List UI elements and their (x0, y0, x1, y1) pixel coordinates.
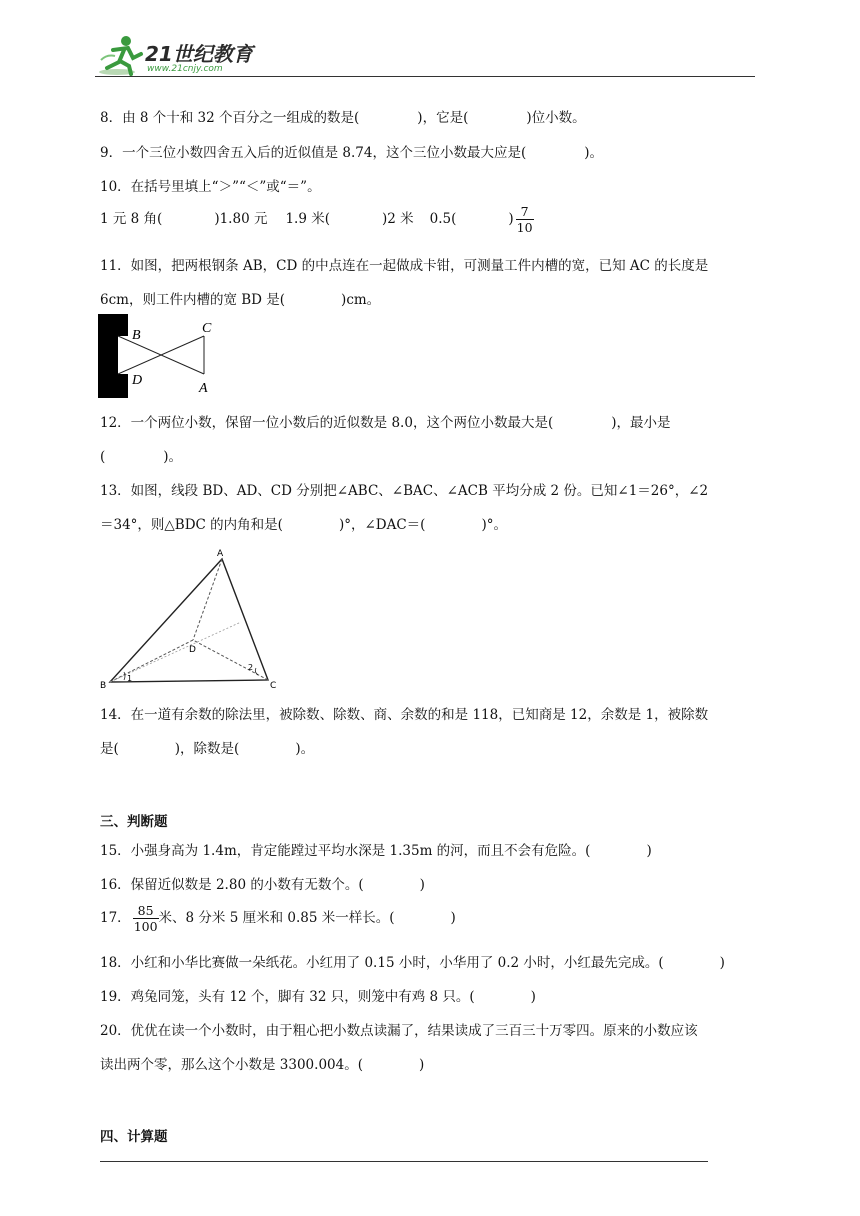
q10-fraction (516, 204, 534, 235)
caliper-label-A: A (199, 381, 208, 396)
q12-text-b: )，最小是 (611, 415, 671, 431)
q14-text-a: 是( (100, 741, 119, 757)
q10-item-b: )1.80 元 (214, 211, 268, 227)
caliper-label-B: B (132, 328, 141, 343)
angle-1-label: 1 (127, 674, 133, 683)
triangle-label-D: D (189, 645, 196, 655)
question-16 (100, 873, 425, 893)
q10-item-f: ) (508, 211, 514, 227)
question-17 (100, 903, 456, 934)
q10-frac-num: 7 (516, 204, 534, 220)
q10-item-c: 1.9 米( (285, 211, 330, 227)
q13-text-c: )°。 (481, 517, 507, 533)
q20-text-a: 读出两个零，那么这个小数是 3300.004。( (100, 1057, 363, 1073)
q12-text-d: )。 (163, 449, 183, 465)
q9-text-b: )。 (584, 145, 603, 161)
caliper-figure (98, 314, 228, 400)
q8-text-b: )，它是( (417, 110, 469, 126)
footer-rule (100, 1161, 708, 1162)
q8-text-c: )位小数。 (526, 110, 586, 126)
question-18 (100, 951, 725, 971)
logo-url-text: www.21cnjy.com (147, 64, 223, 74)
q14-text-line1: 14．在一道有余数的除法里，被除数、除数、商、余数的和是 118，已知商是 12，余数是 1，被除数 (100, 707, 709, 723)
q13-text-line1: 13．如图，线段 BD、AD、CD 分别把∠ABC、∠BAC、∠ACB 平均分成 2 份。已知∠1＝26°，∠2 (100, 483, 709, 499)
question-20-line2 (100, 1053, 424, 1073)
q9-text-a: 9．一个三位小数四舍五入后的近似值是 8.74，这个三位小数最大应是( (100, 145, 527, 161)
question-9 (100, 141, 603, 161)
q19-text: 19．鸡兔同笼，头有 12 个，脚有 32 只，则笼中有鸡 8 只。( (100, 989, 475, 1005)
q18-close: ) (719, 955, 725, 971)
question-12-line1 (100, 411, 671, 431)
caliper-label-C: C (202, 321, 212, 336)
triangle-label-B: B (100, 681, 107, 691)
question-19 (100, 985, 536, 1005)
q19-close: ) (530, 989, 536, 1005)
q17-frac-den: 100 (133, 919, 158, 934)
q17-text: 米、8 分米 5 厘米和 0.85 米一样长。( (158, 910, 395, 926)
q12-text-c: ( (100, 449, 106, 465)
triangle-label-A: A (217, 549, 224, 559)
q11-text-a: 6cm，则工件内槽的宽 BD 是( (100, 292, 286, 308)
q12-text-a: 12．一个两位小数，保留一位小数后的近似数是 8.0，这个两位小数最大是( (100, 415, 554, 431)
q15-text: 15．小强身高为 1.4m，肯定能蹚过平均水深是 1.35m 的河，而且不会有危险。( (100, 843, 591, 859)
question-14-line2 (100, 737, 314, 757)
question-14-line1 (100, 703, 708, 723)
logo-main-text: 21世纪教育 (145, 42, 253, 66)
q20-text-line1: 20．优优在读一个小数时，由于粗心把小数点读漏了，结果读成了三百三十万零四。原来的小数应该 (100, 1023, 698, 1039)
q8-text-a: 8．由 8 个十和 32 个百分之一组成的数是( (100, 110, 360, 126)
q11-text-b: )cm。 (341, 292, 381, 308)
caliper-label-D: D (132, 373, 143, 388)
q13-text-a: ＝34°，则△BDC 的内角和是( (100, 517, 283, 533)
q14-text-c: )。 (295, 741, 315, 757)
question-15 (100, 839, 652, 859)
q18-text: 18．小红和小华比赛做一朵纸花。小红用了 0.15 小时，小华用了 0.2 小时，小红最先完成。( (100, 955, 664, 971)
q17-number: 17． (100, 910, 131, 926)
q17-fraction (133, 903, 159, 934)
triangle-label-C: C (270, 681, 277, 691)
q16-close: ) (419, 877, 425, 893)
header-rule (95, 76, 755, 77)
question-11-line1 (100, 254, 708, 274)
q17-close: ) (450, 910, 456, 926)
question-11-line2 (100, 288, 380, 308)
question-13-line2 (100, 513, 507, 533)
angle-2-label: 2 (248, 663, 254, 672)
question-13-line1 (100, 479, 708, 499)
q14-text-b: )，除数是( (174, 741, 240, 757)
q10-text: 10．在括号里填上“＞”“＜”或“＝”。 (100, 179, 321, 195)
logo (95, 30, 265, 80)
question-10 (100, 175, 321, 195)
triangle-figure (98, 542, 288, 692)
question-10-items (100, 204, 534, 235)
question-20-line1 (100, 1019, 698, 1039)
q20-close: ) (418, 1057, 425, 1073)
section-3-title: 三、判断题 (100, 814, 168, 830)
question-12-line2 (100, 445, 182, 465)
q10-item-e: 0.5( (429, 211, 457, 227)
section-4-title: 四、计算题 (100, 1129, 168, 1145)
q10-frac-den: 10 (516, 220, 533, 235)
q17-frac-num: 85 (133, 903, 159, 919)
q10-item-a: 1 元 8 角( (100, 211, 163, 227)
question-8 (100, 106, 586, 126)
q15-close: ) (646, 843, 652, 859)
q16-text: 16．保留近似数是 2.80 的小数有无数个。( (100, 877, 364, 893)
runner-logo-icon (95, 32, 149, 78)
q11-text-line1: 11．如图，把两根钢条 AB，CD 的中点连在一起做成卡钳，可测量工件内槽的宽，已知 AC 的长度是 (100, 258, 709, 274)
q10-item-d: )2 米 (381, 211, 414, 227)
q13-text-b: )°，∠DAC＝( (338, 517, 426, 533)
